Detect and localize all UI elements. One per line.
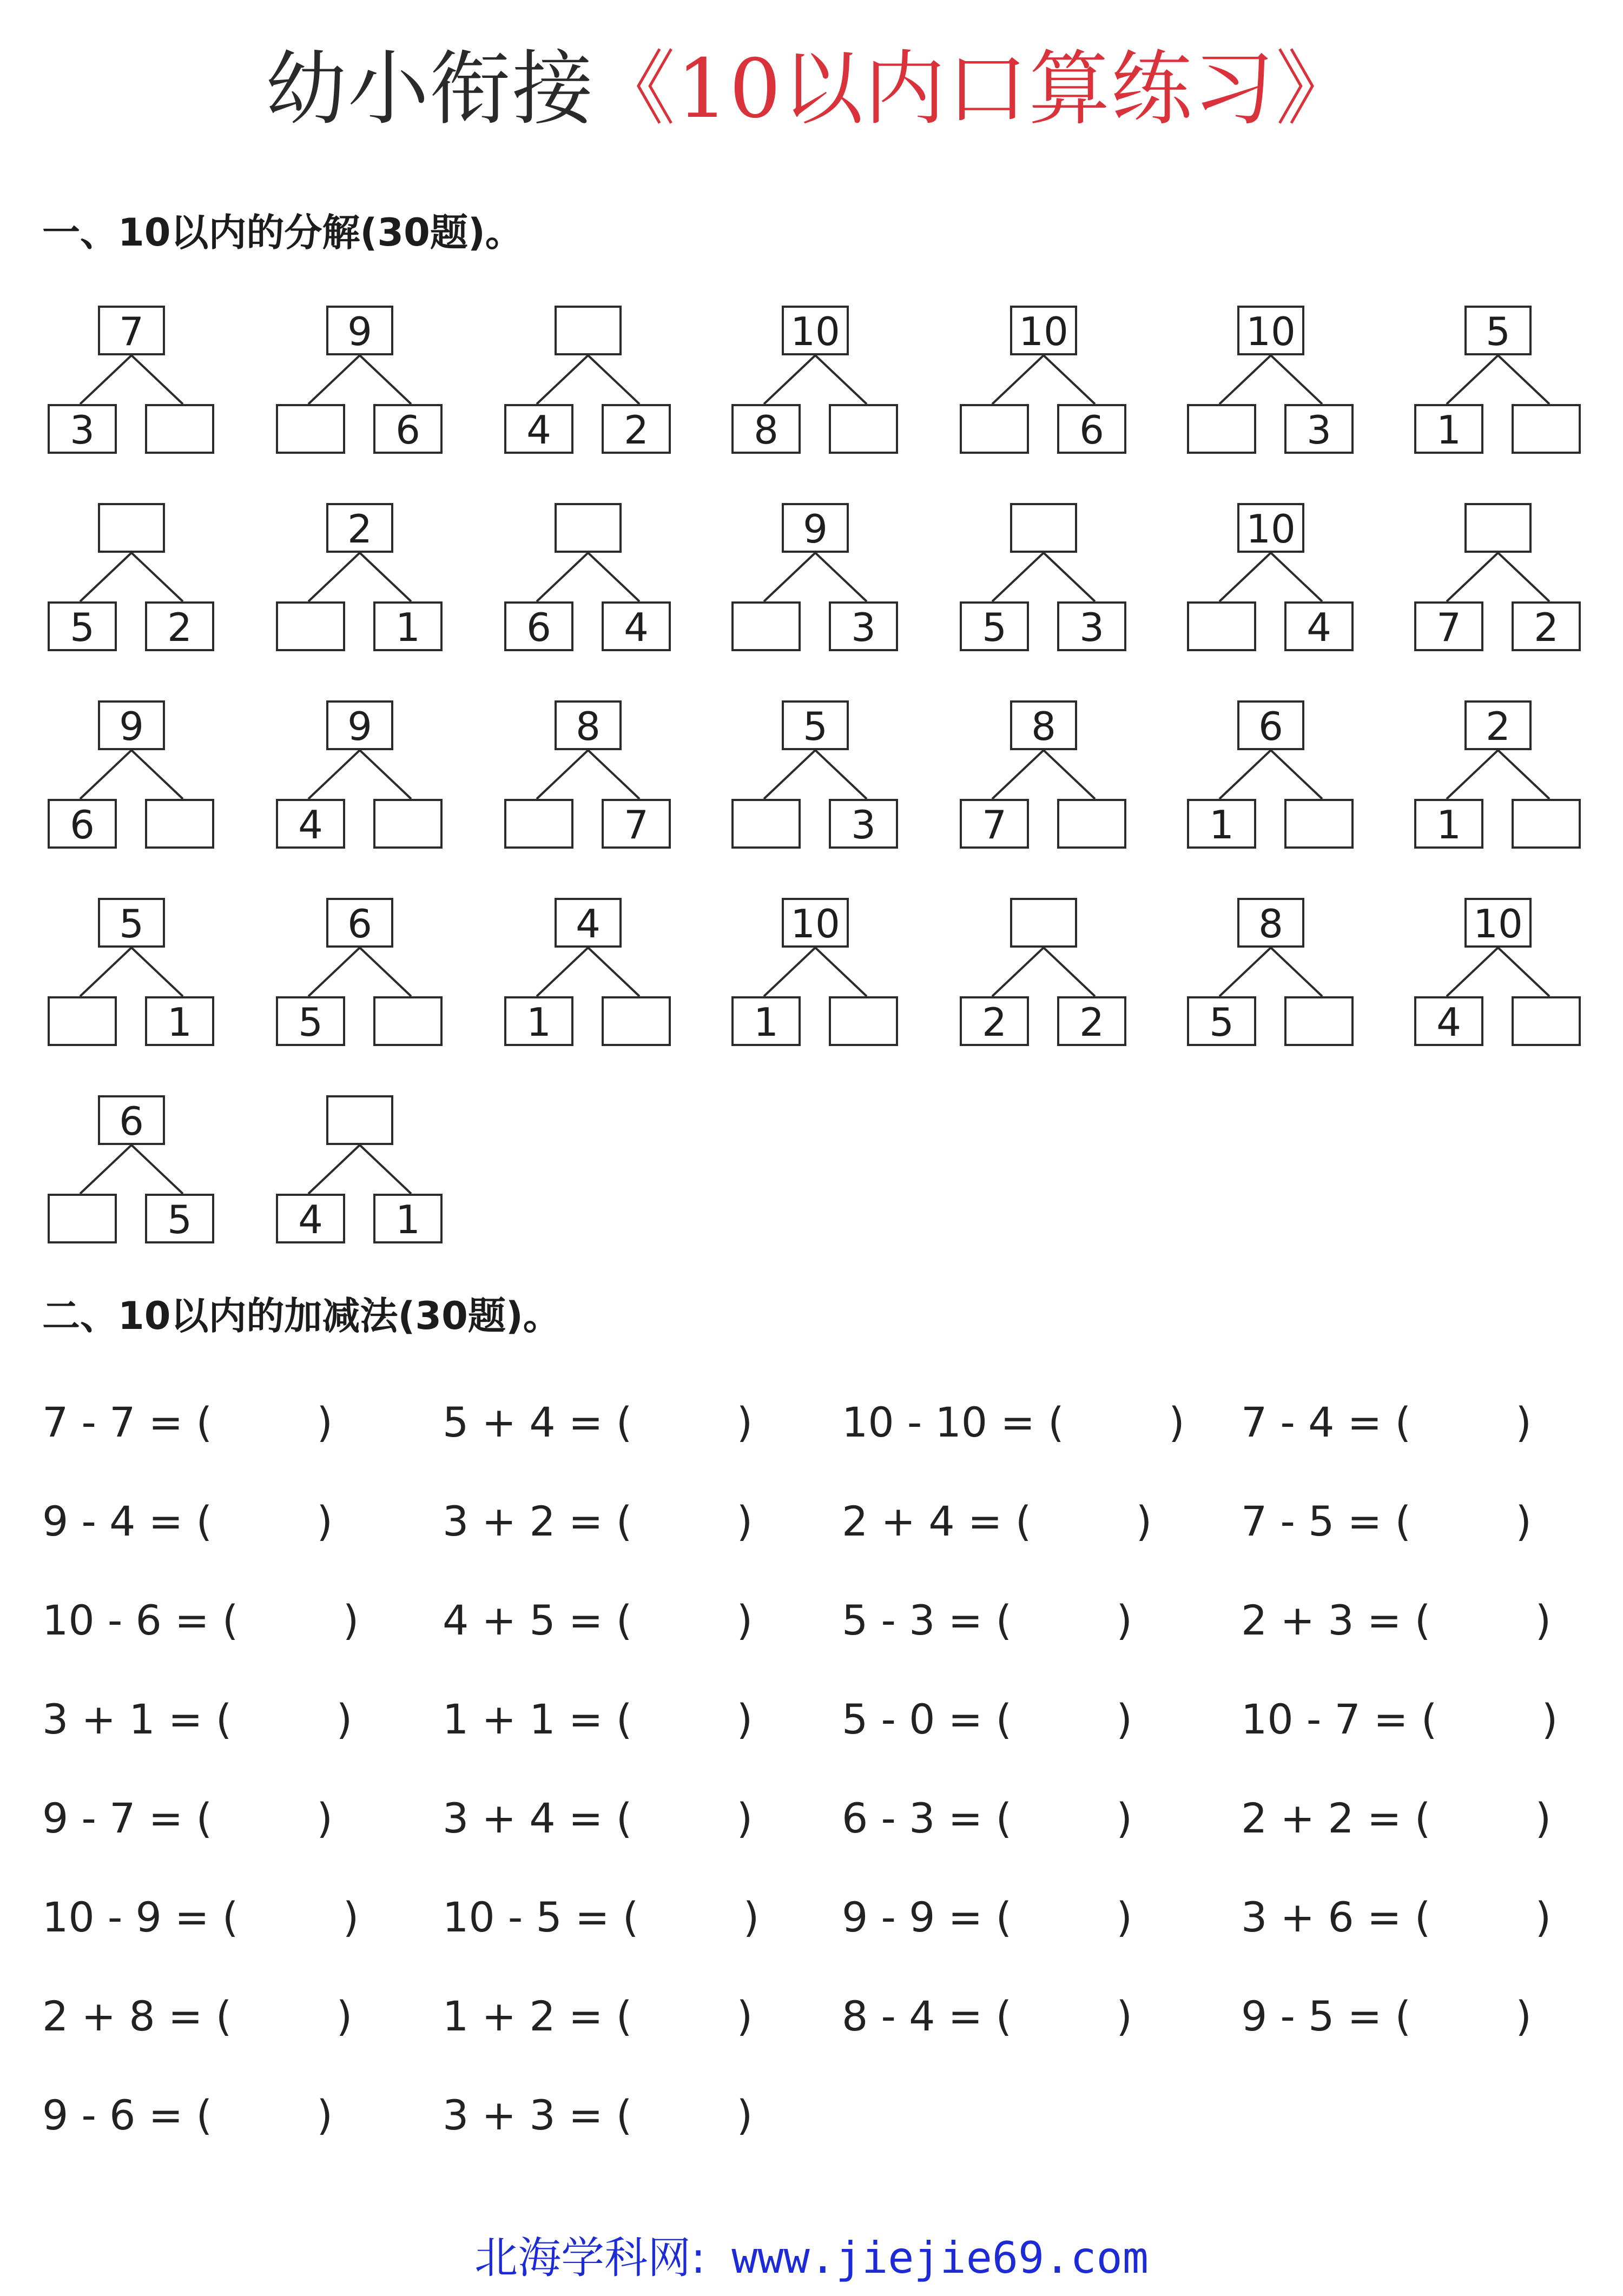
- bond-right-box: 3: [1057, 601, 1126, 651]
- bond-top-box[interactable]: [1010, 898, 1077, 948]
- bond-line: [1498, 553, 1549, 601]
- bond-top-box[interactable]: [1010, 503, 1077, 553]
- bond-right-box[interactable]: [1284, 996, 1354, 1046]
- bond-line: [764, 553, 815, 601]
- bond-top-box[interactable]: [1464, 503, 1532, 553]
- equation-item[interactable]: 3 + 6 = ( ): [1241, 1893, 1552, 1941]
- bond-top-box: 6: [1237, 700, 1304, 750]
- bond-top-box[interactable]: [555, 306, 622, 355]
- bond-top-box: 8: [1237, 898, 1304, 948]
- bond-right-box: 2: [1057, 996, 1126, 1046]
- bond-top-box: 9: [326, 700, 393, 750]
- bond-left-box: 4: [1414, 996, 1483, 1046]
- bond-top-box: 8: [555, 700, 622, 750]
- number-bond: [1414, 898, 1582, 1055]
- bond-top-box: 5: [98, 898, 165, 948]
- bond-line: [815, 750, 867, 799]
- number-bond: [960, 898, 1127, 1055]
- number-bond: [504, 503, 672, 660]
- bond-right-box[interactable]: [373, 996, 443, 1046]
- bond-line: [815, 553, 867, 601]
- bond-right-box: 3: [829, 799, 898, 849]
- equation-item[interactable]: 2 + 3 = ( ): [1241, 1596, 1552, 1644]
- bond-line: [537, 948, 588, 996]
- bond-left-box[interactable]: [48, 996, 117, 1046]
- title-prefix: 幼小衔接: [265, 42, 595, 136]
- bond-line: [1219, 355, 1271, 404]
- bond-line: [992, 750, 1044, 799]
- bond-left-box: 6: [504, 601, 573, 651]
- equation-item[interactable]: 1 + 1 = ( ): [443, 1695, 753, 1743]
- bond-line: [360, 355, 411, 404]
- bond-line: [1498, 948, 1549, 996]
- bond-top-box[interactable]: [326, 1095, 393, 1145]
- number-bond: [1187, 700, 1355, 857]
- bond-line: [360, 750, 411, 799]
- bond-line: [80, 948, 131, 996]
- bond-left-box: 4: [276, 1194, 345, 1243]
- bond-right-box: 1: [373, 601, 443, 651]
- bond-top-box: 10: [1010, 306, 1077, 355]
- bond-left-box: 1: [731, 996, 801, 1046]
- bond-line: [992, 355, 1044, 404]
- bond-line: [360, 948, 411, 996]
- number-bond: [960, 503, 1127, 660]
- bond-top-box[interactable]: [98, 503, 165, 553]
- bond-line: [588, 948, 639, 996]
- number-bond: [48, 898, 215, 1055]
- number-bond: [1187, 898, 1355, 1055]
- equation-item[interactable]: 8 - 4 = ( ): [842, 1992, 1133, 2040]
- bond-line: [537, 553, 588, 601]
- bond-line: [308, 355, 360, 404]
- bond-left-box: 4: [276, 799, 345, 849]
- bond-line: [992, 553, 1044, 601]
- bond-right-box[interactable]: [145, 799, 214, 849]
- bond-line: [131, 1145, 183, 1194]
- equation-item[interactable]: 9 - 9 = ( ): [842, 1893, 1133, 1941]
- equation-item[interactable]: 9 - 6 = ( ): [42, 2091, 333, 2139]
- number-bond: [504, 898, 672, 1055]
- title-highlight: 《10以内口算练习》: [594, 42, 1358, 136]
- number-bond: [504, 306, 672, 462]
- number-bond: [48, 306, 215, 462]
- bond-top-box: 5: [1464, 306, 1532, 355]
- bond-line: [80, 553, 131, 601]
- equation-item[interactable]: 2 + 4 = ( ): [842, 1497, 1152, 1545]
- equation-item[interactable]: 1 + 2 = ( ): [443, 1992, 753, 2040]
- bond-left-box[interactable]: [731, 799, 801, 849]
- number-bond: [1187, 503, 1355, 660]
- bond-right-box: 2: [1512, 601, 1581, 651]
- equation-item[interactable]: 7 - 7 = ( ): [42, 1398, 333, 1446]
- bond-line: [537, 355, 588, 404]
- number-bond: [960, 306, 1127, 462]
- bond-right-box[interactable]: [1284, 799, 1354, 849]
- equation-item[interactable]: 9 - 5 = ( ): [1241, 1992, 1532, 2040]
- bond-top-box: 10: [782, 306, 849, 355]
- bond-right-box[interactable]: [1057, 799, 1126, 849]
- number-bond: [276, 1095, 444, 1252]
- bond-right-box[interactable]: [145, 404, 214, 454]
- bond-left-box: 5: [960, 601, 1029, 651]
- bond-left-box[interactable]: [276, 404, 345, 454]
- bond-line: [537, 750, 588, 799]
- bond-line: [1219, 553, 1271, 601]
- section-2-heading: 二、10以内的加减法(30题)。: [42, 1294, 561, 1338]
- bond-line: [1219, 750, 1271, 799]
- bond-line: [1044, 750, 1095, 799]
- bond-left-box: 8: [731, 404, 801, 454]
- number-bond: [731, 503, 899, 660]
- bond-left-box[interactable]: [1187, 601, 1256, 651]
- bond-right-box: 2: [602, 404, 671, 454]
- equation-item[interactable]: 3 + 3 = ( ): [443, 2091, 753, 2139]
- bond-line: [764, 355, 815, 404]
- bond-line: [1044, 948, 1095, 996]
- bond-line: [1219, 948, 1271, 996]
- bond-line: [308, 948, 360, 996]
- bond-top-box: 9: [98, 700, 165, 750]
- equation-item[interactable]: 4 + 5 = ( ): [443, 1596, 753, 1644]
- equation-item[interactable]: 10 - 7 = ( ): [1241, 1695, 1558, 1743]
- equation-item[interactable]: 2 + 2 = ( ): [1241, 1794, 1552, 1842]
- bond-right-box[interactable]: [1512, 799, 1581, 849]
- bond-line: [588, 355, 639, 404]
- bond-left-box: 6: [48, 799, 117, 849]
- equation-item[interactable]: 10 - 6 = ( ): [42, 1596, 359, 1644]
- bond-right-box[interactable]: [829, 996, 898, 1046]
- footer-url: www.jiejie69.com: [705, 2233, 1149, 2283]
- bond-right-box: 2: [145, 601, 214, 651]
- number-bond: [731, 700, 899, 857]
- bond-right-box[interactable]: [829, 404, 898, 454]
- equation-item[interactable]: 7 - 5 = ( ): [1241, 1497, 1532, 1545]
- section-1-heading: 一、10以内的分解(30题)。: [42, 210, 523, 255]
- equation-item[interactable]: 5 + 4 = ( ): [443, 1398, 753, 1446]
- bond-line: [764, 948, 815, 996]
- number-bond: [1414, 306, 1582, 462]
- bond-top-box[interactable]: [555, 503, 622, 553]
- equation-item[interactable]: 9 - 4 = ( ): [42, 1497, 333, 1545]
- number-bond: [731, 306, 899, 462]
- number-bond: [276, 898, 444, 1055]
- bond-left-box[interactable]: [504, 799, 573, 849]
- equation-item[interactable]: 7 - 4 = ( ): [1241, 1398, 1532, 1446]
- bond-line: [131, 553, 183, 601]
- bond-right-box: 6: [373, 404, 443, 454]
- bond-line: [360, 553, 411, 601]
- bond-line: [588, 553, 639, 601]
- bond-line: [1498, 355, 1549, 404]
- bond-line: [764, 750, 815, 799]
- bond-top-box: 9: [326, 306, 393, 355]
- bond-left-box: 4: [504, 404, 573, 454]
- footer-label: 北海学科网:: [474, 2233, 706, 2283]
- bond-left-box: 2: [960, 996, 1029, 1046]
- page-title: [0, 38, 1623, 141]
- bond-top-box: 4: [555, 898, 622, 948]
- number-bond: [731, 898, 899, 1055]
- bond-line: [1447, 355, 1498, 404]
- number-bond: [504, 700, 672, 857]
- bond-left-box: 1: [504, 996, 573, 1046]
- bond-left-box: 7: [1414, 601, 1483, 651]
- equation-item[interactable]: 9 - 7 = ( ): [42, 1794, 333, 1842]
- number-bond: [960, 700, 1127, 857]
- bond-line: [1044, 355, 1095, 404]
- footer-watermark: [0, 2228, 1623, 2288]
- bond-top-box: 6: [326, 898, 393, 948]
- bond-top-box: 2: [1464, 700, 1532, 750]
- bond-line: [80, 750, 131, 799]
- bond-line: [80, 1145, 131, 1194]
- bond-left-box: 1: [1187, 799, 1256, 849]
- bond-left-box: 1: [1414, 404, 1483, 454]
- bond-line: [815, 948, 867, 996]
- bond-line: [131, 750, 183, 799]
- bond-left-box: 3: [48, 404, 117, 454]
- bond-right-box[interactable]: [1512, 996, 1581, 1046]
- equation-item[interactable]: 10 - 5 = ( ): [443, 1893, 760, 1941]
- bond-top-box: 10: [1237, 503, 1304, 553]
- equation-item[interactable]: 3 + 4 = ( ): [443, 1794, 753, 1842]
- bond-line: [308, 750, 360, 799]
- bond-right-box[interactable]: [602, 996, 671, 1046]
- number-bond: [276, 306, 444, 462]
- bond-line: [131, 948, 183, 996]
- bond-right-box: 3: [1284, 404, 1354, 454]
- bond-right-box[interactable]: [1512, 404, 1581, 454]
- bond-line: [1271, 750, 1322, 799]
- bond-line: [360, 1145, 411, 1194]
- bond-top-box: 10: [782, 898, 849, 948]
- bond-line: [308, 1145, 360, 1194]
- equation-item[interactable]: 3 + 2 = ( ): [443, 1497, 753, 1545]
- bond-top-box: 6: [98, 1095, 165, 1145]
- bond-left-box[interactable]: [48, 1194, 117, 1243]
- bond-right-box: 3: [829, 601, 898, 651]
- bond-line: [80, 355, 131, 404]
- bond-right-box: 1: [373, 1194, 443, 1243]
- bond-line: [1447, 553, 1498, 601]
- equation-item[interactable]: 3 + 1 = ( ): [42, 1695, 353, 1743]
- bond-left-box[interactable]: [731, 601, 801, 651]
- number-bond: [276, 700, 444, 857]
- bond-top-box: 7: [98, 306, 165, 355]
- bond-top-box: 10: [1464, 898, 1532, 948]
- equation-item[interactable]: 10 - 10 = ( ): [842, 1398, 1185, 1446]
- bond-line: [308, 553, 360, 601]
- bond-line: [1271, 948, 1322, 996]
- bond-right-box: 4: [602, 601, 671, 651]
- bond-right-box: 6: [1057, 404, 1126, 454]
- bond-line: [1271, 355, 1322, 404]
- bond-left-box[interactable]: [276, 601, 345, 651]
- number-bond: [48, 700, 215, 857]
- bond-line: [131, 355, 183, 404]
- bond-left-box: 5: [1187, 996, 1256, 1046]
- bond-left-box[interactable]: [1187, 404, 1256, 454]
- bond-right-box: 4: [1284, 601, 1354, 651]
- bond-right-box: 7: [602, 799, 671, 849]
- equation-item[interactable]: 5 - 3 = ( ): [842, 1596, 1133, 1644]
- equation-item[interactable]: 5 - 0 = ( ): [842, 1695, 1133, 1743]
- bond-right-box[interactable]: [373, 799, 443, 849]
- bond-line: [1271, 553, 1322, 601]
- bond-line: [1498, 750, 1549, 799]
- bond-line: [815, 355, 867, 404]
- number-bond: [48, 503, 215, 660]
- number-bond: [1414, 503, 1582, 660]
- bond-left-box[interactable]: [960, 404, 1029, 454]
- number-bond: [276, 503, 444, 660]
- bond-right-box: 5: [145, 1194, 214, 1243]
- bond-left-box: 1: [1414, 799, 1483, 849]
- bond-left-box: 5: [276, 996, 345, 1046]
- bond-top-box: 9: [782, 503, 849, 553]
- bond-line: [1447, 750, 1498, 799]
- equation-item[interactable]: 10 - 9 = ( ): [42, 1893, 359, 1941]
- bond-line: [992, 948, 1044, 996]
- bond-line: [1447, 948, 1498, 996]
- bond-left-box: 5: [48, 601, 117, 651]
- bond-top-box: 8: [1010, 700, 1077, 750]
- equation-item[interactable]: 2 + 8 = ( ): [42, 1992, 353, 2040]
- number-bond: [48, 1095, 215, 1252]
- bond-top-box: 5: [782, 700, 849, 750]
- bond-top-box: 10: [1237, 306, 1304, 355]
- bond-right-box: 1: [145, 996, 214, 1046]
- bond-line: [588, 750, 639, 799]
- bond-left-box: 7: [960, 799, 1029, 849]
- number-bond: [1414, 700, 1582, 857]
- bond-line: [1044, 553, 1095, 601]
- equation-item[interactable]: 6 - 3 = ( ): [842, 1794, 1133, 1842]
- bond-top-box: 2: [326, 503, 393, 553]
- number-bond: [1187, 306, 1355, 462]
